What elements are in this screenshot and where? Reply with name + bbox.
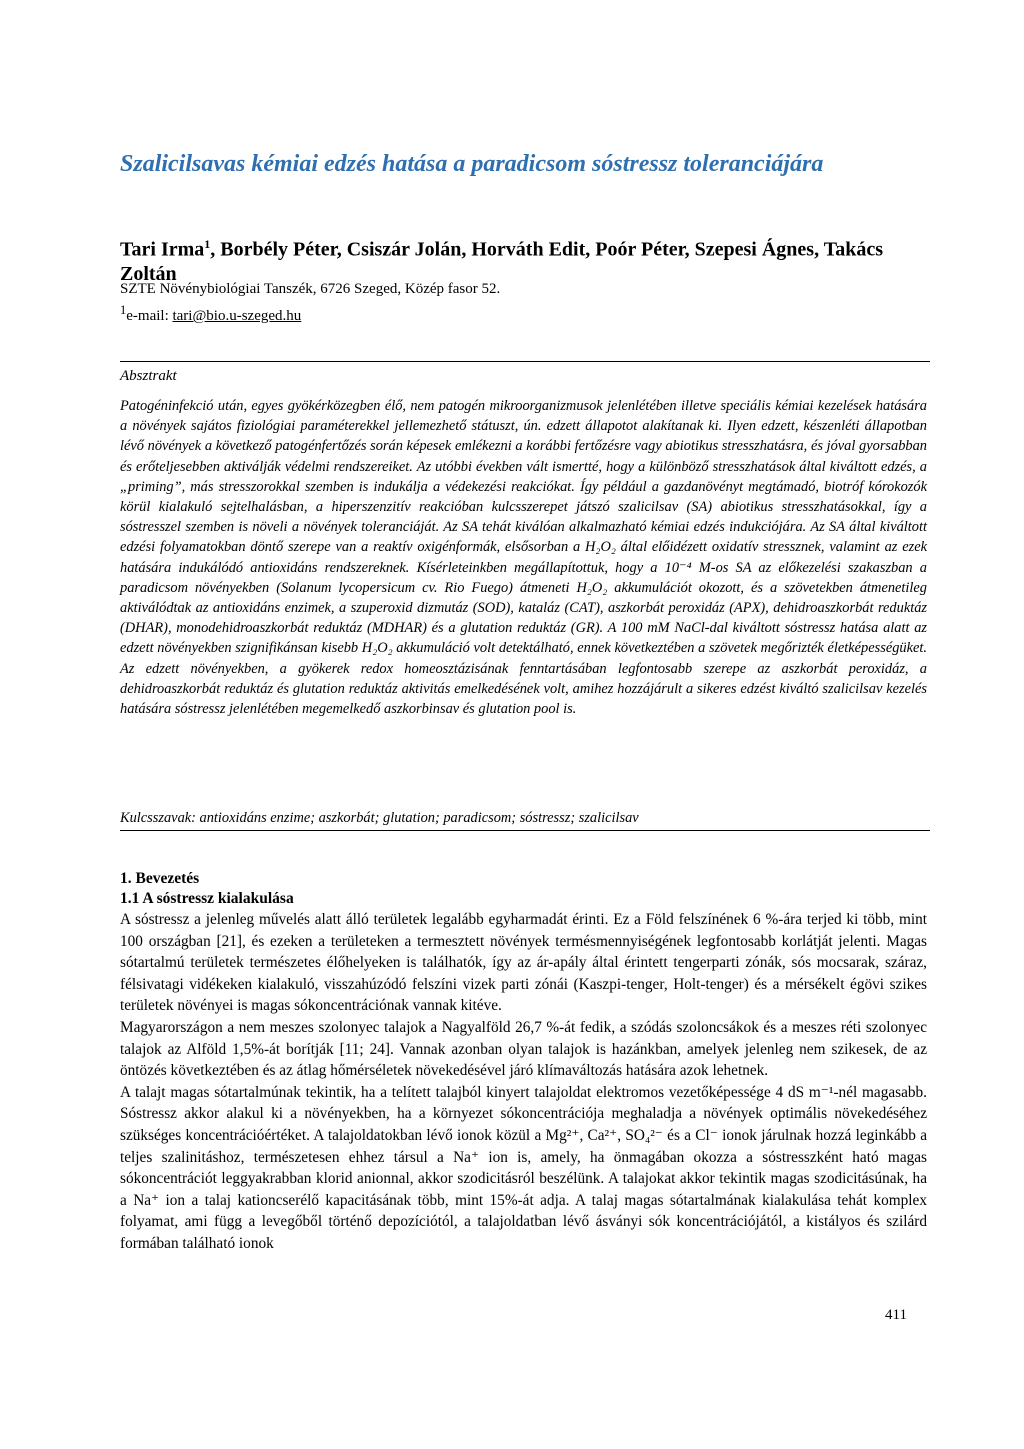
author-list <box>120 232 930 286</box>
abstract-top-rule <box>120 361 930 362</box>
keywords <box>120 810 930 827</box>
keywords-label: Kulcsszavak: <box>120 810 196 826</box>
keywords-list: antioxidáns enzime; aszkorbát; glutation; paradicsom; sóstressz; szalicilsav <box>195 810 639 826</box>
body-paragraph: A talajt magas sótartalmúnak tekintik, ha a telített talajból kinyert talajoldat elektromos vezetőképessége 4 dS m⁻¹-nél magasabb. Sóstressz akkor alakul ki a növényekben, ha a környezet sókoncentrációja meghaladja a növények optimális növekedéséhez szükséges koncentrációértéket. A talajoldatokban lévő ionok közül a Mg²⁺, Ca²⁺, SO₄²⁻ és a Cl⁻ ionok járulnak hozzá leginkább a teljes szalinitáshoz, természetesen ehhez társul a Na⁺ ion is, amely, ha önmagában okozza a sóstresszként ható magas sókoncentrációt leggyakrabban klorid anionnal, akkor szodicitásról beszélünk. A talajokat akkor tekintik magas szodicitásúnak, ha a Na⁺ ion a talaj kationcserélő kapacitásának több, mint 15%-át adja. A talaj magas sótartalmának kialakulása tehát komplex folyamat, ami függ a levegőből történő depozíciótól, a talajoldatban lévő ásványi sók koncentrációjától, a kistályos és szilárd formában található ionok <box>120 1083 927 1252</box>
first-author: Tari Irma <box>120 238 205 261</box>
email-label: e-mail: <box>126 308 173 324</box>
abstract-heading: Absztrakt <box>120 368 177 384</box>
paper-title: Szalicilsavas kémiai edzés hatása a paradicsom sóstressz toleranciájára <box>120 151 824 177</box>
page-number: 411 <box>885 1307 907 1323</box>
email-mark: 1 <box>120 303 127 317</box>
contact-email <box>120 300 301 326</box>
body-paragraph: A sóstressz a jelenleg művelés alatt álló területek legalább egyharmadát érinti. Ez a Föld felszínének 6 %-ára terjed ki több, mint 100 országban [21], és ezeken a területeken a termesztett növények termésmennyiségének legfontosabb korlátját jelenti. Magas sótartalmú területek természetes élőhelyeken is találhatók, így az ár-apály által érintett tengerparti zónák, sós mocsarak, száraz, félsivatagi vidékeken kialakuló, visszahúzódó felszíni vizek parti zónái (Kaszpi-tenger, Holt-tenger) és a mérsékelt égövi szikes területek növényei is magas sókoncentrációnak vannak kitéve. <box>120 911 927 1015</box>
section-heading: 1. Bevezetés <box>120 870 200 887</box>
other-authors: , Borbély Péter, Csiszár Jolán, Horváth Edit, Poór Péter, Szepesi Ágnes, Takács Zoltán <box>120 238 884 285</box>
body-text <box>120 909 927 1255</box>
body-paragraph: Magyarországon a nem meszes szolonyec talajok a Nagyalföld 26,7 %-át fedik, a szódás szoloncsákok és a meszes réti szolonyec talajok az Alföld 1,5%-át borítják [11; 24]. Vannak azonban olyan talajok is hazánkban, amelyek jelenleg nem szikesek, de az öntözés következtében és az átlag hőmérséletek növekedésével járó klímaváltozás hatására azok lehetnek. <box>120 1018 927 1080</box>
subsection-heading: 1.1 A sóstressz kialakulása <box>120 890 294 907</box>
abstract-bottom-rule <box>120 830 930 831</box>
email-link[interactable]: tari@bio.u-szeged.hu <box>172 308 302 324</box>
author-affiliation-mark: 1 <box>204 237 211 251</box>
abstract-text: Patogéninfekció után, egyes gyökérközegben élő, nem patogén mikroorganizmusok jelenlétében illetve speciális kémiai kezelések hatására a növények sajátos fiziológiai paraméterekkel jellemezhető státuszt, ún. edzett állapotot alakítanak ki. Ilyen edzett, készenléti állapotban lévő növények a következő patogénfertőzés során képesek emlékezni a korábbi fertőzésre vagy abiotikus stresszhatásra, és jóval gyorsabban és erőteljesebben aktiválják védelmi rendszereiket. Az utóbbi években vált ismertté, hogy a különböző stresszhatások által kiváltott edzés, a „priming”, más stresszorokkal szemben is indukálja a védekezési reakciókat. Így például a gazdanövényt megtámadó, biotróf kórokozók körül kialakuló sejtelhalásban, a hiperszenzitív reakcióban kulcsszerepet játszó szalicilsav (SA) abiotikus stresszhatásokkal, így a sóstresszel szemben is növeli a növények toleranciáját. Az SA tehát kiválóan alkalmazható kémiai edzés indukciójára. Az SA által kiváltott edzési folyamatokban döntő szerepe van a reaktív oxigénformák, elsősorban a H₂O₂ által előidézett oxidatív stressznek, valamint az ezek hatására indukálódó antioxidáns rendszereknek. Kísérleteinkben megállapítottuk, hogy a 10⁻⁴ M-os SA az előkezelési szakaszban a paradicsom növényekben (Solanum lycopersicum cv. Rio Fuego) átmeneti H₂O₂ akkumulációt okozott, és a szövetekben átmenetileg aktiválódtak az antioxidáns enzimek, a szuperoxid dizmutáz (SOD), kataláz (CAT), aszkorbát peroxidáz (APX), dehidroaszkorbát reduktáz (DHAR), monodehidroaszkorbát reduktáz (MDHAR) és a glutation reduktáz (GR). A 100 mM NaCl-dal kiváltott sóstressz hatása alatt az edzett növényekben szignifikánsan kisebb H₂O₂ akkumuláció volt detektálható, ennek következtében a szövetek megőrizték életképességüket. Az edzett növényekben, a gyökerek redox homeosztázisának fenntartásában legfontosabb szerepe az aszkorbát peroxidáz, a dehidroaszkorbát reduktáz és glutation reduktáz aktivitás emelkedésének volt, amihez hozzájárult a sikeres edzést kiváltó szalicilsav kezelés hatására sóstressz jelenlétében megemelkedő aszkorbinsav és glutation pool is. <box>120 398 927 718</box>
affiliation: SZTE Növénybiológiai Tanszék, 6726 Szeged, Közép fasor 52. <box>120 281 501 297</box>
